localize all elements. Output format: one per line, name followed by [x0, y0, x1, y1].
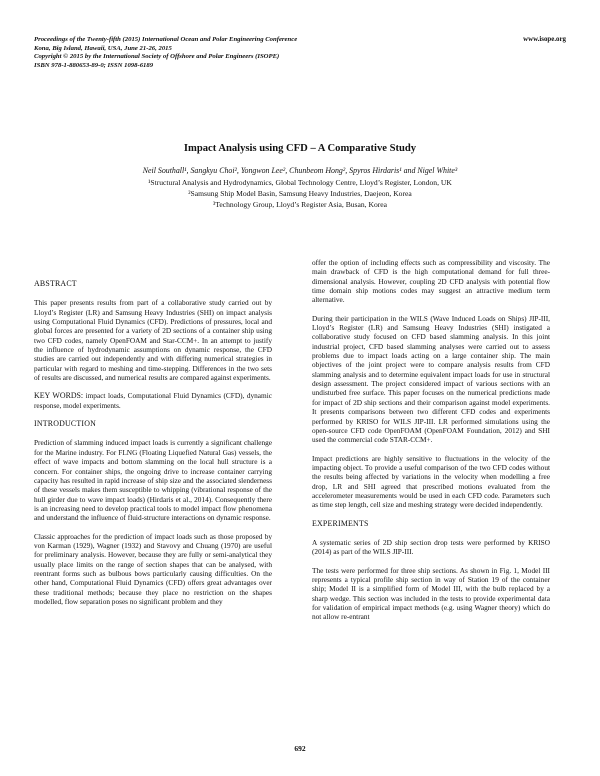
website-link[interactable]: www.isope.org	[523, 36, 566, 43]
paper-title: Impact Analysis using CFD – A Comparative Study	[183, 143, 417, 154]
paragraph: The tests were performed for three ship sections. As shown in Fig. 1, Model III represents a typical profile ship section in way of Station 19 of the container ship; Model II is a simplified form of Model III, with the bulb replaced by a sharp wedge. This section was included in the tests to provide experimental data for validation of empirical impact methods (e.g. using Wagner theory) which do not allow re-entrant	[312, 565, 550, 622]
left-column	[34, 279, 272, 615]
affiliation-2: ²Samsung Ship Model Basin, Samsung Heavy Industries, Daejeon, Korea	[188, 189, 412, 198]
keywords-text: impact loads, Computational Fluid Dynamics (CFD), dynamic response, model experiments.	[34, 391, 272, 410]
abstract-text: This paper presents results from part of a collaborative study carried out by Lloyd’s Register (LR) and Samsung Heavy Industries (SHI) on impact analysis using Computational Fluid Dynamics (CFD). Predictions of pressures, local and global forces are presented for a variety of 2D sections of a container ship using two CFD codes, namely OpenFOAM and Star-CCM+. In an attempt to justify the influence of hydrodynamic assumptions on dynamic response, the CFD studies are carried out independently and with differing numerical strategies in particular with regard to meshing and time-stepping. Differences in the two sets of results are discussed, and numerical results are compared against experiments.	[34, 298, 272, 383]
affiliation-1: ¹Structural Analysis and Hydrodynamics, Global Technology Centre, Lloyd’s Register, London, UK	[148, 178, 452, 187]
header-line: Proceedings of the Twenty-fifth (2015) International Ocean and Polar Engineering Conference	[34, 36, 298, 43]
conference-header	[34, 36, 454, 70]
paragraph: During their participation in the WILS (Wave Induced Loads on Ships) JIP-III, Lloyd’s Register (LR) and Samsung Heavy Industries (SHI) instigated a collaborative study focused on CFD based slamming analysis. In this joint industrial project, CFD based slamming analyses were carried out to assess problems due to impact loads acting on a large container ship. The main objectives of the joint project were to compare analysis results from CFD slamming analysis and to determine equivalent impact loads for use in structural design assessment. The project considered impact of various sections with an undisturbed free surface. This paper focuses on the numerical predictions made for impact of 2D ship sections and their comparison against model experiments. It presents comparisons between two different CFD codes and experiments performed by KRISO for WILS JIP-III. LR performed simulations using the open-source CFD code OpenFOAM (OpenFOAM Foundation, 2012) and SHI used the commercial code STAR-CCM+.	[312, 313, 550, 445]
paragraph: Impact predictions are highly sensitive to fluctuations in the velocity of the impacting object. To provide a useful comparison of the two CFD codes without the results being affected by variations in the velocity when modelling a free drop, LR and SHI agreed that prescribed motions evaluated from the accelerometer measurements would be used in each CFD code. Parameters such as time step length, cell size and meshing strategy were decided independently.	[312, 453, 550, 510]
experiments-heading: EXPERIMENTS	[312, 518, 369, 528]
author-list: Neil Southall¹, Sangkyu Choi², Yongwon Lee², Chunbeom Hong², Spyros Hirdaris¹ and Nigel White³	[142, 166, 458, 175]
paragraph: offer the option of including effects such as compressibility and viscosity. The main drawback of CFD is the high computational demand for full three-dimensional analysis. However, coupling 2D CFD analysis with potential flow time domain ship motions codes may suggest an attractive medium term alternative.	[312, 258, 550, 305]
paragraph: A systematic series of 2D ship section drop tests were performed by KRISO (2014) as part of the WILS JIP-III.	[312, 537, 550, 557]
header-line: Kona, Big Island, Hawaii, USA, June 21-26, 2015	[34, 44, 172, 52]
introduction-heading: INTRODUCTION	[34, 419, 97, 429]
abstract-heading: ABSTRACT	[34, 279, 77, 288]
header-line: ISBN 978-1-880653-89-0; ISSN 1098-6189	[34, 61, 154, 69]
paragraph: Classic approaches for the prediction of impact loads such as those proposed by von Karman (1929), Wagner (1932) and Stavovy and Chuang (1970) are useful for preliminary analysis. However, because they are fully or semi-analytical they usually place limits on the range of section shapes that can be analysed, with reentrant forms such as bulbous bows particularly causing difficulties. On the other hand, Computational Fluid Dynamics (CFD) offers great advantages over these traditional methods; because they place no restriction on the shapes modelled, flow separation poses no significant problem and they	[34, 531, 272, 606]
keywords-label: KEY WORDS:	[34, 391, 84, 401]
page-number: 692	[294, 744, 306, 753]
right-column	[312, 258, 550, 631]
paragraph: Prediction of slamming induced impact loads is currently a significant challenge for the Marine industry. For FLNG (Floating Liquefied Natural Gas) vessels, the effect of wave impacts and bottom slamming on the local hull structure is a concern. For container ships, the ongoing drive to increase container carrying capacity has resulted in rapid increase of ship size and the associated slenderness of these vessels makes them susceptible to whipping (vibrational response of the hull girder due to wave impact loads) (Hirdaris et al., 2014). Consequently there is an increasing need to develop practical tools to model impact flow phenomena and understand the influence of fluid-structure interactions on dynamic response.	[34, 438, 272, 523]
affiliation-3: ³Technology Group, Lloyd’s Register Asia, Busan, Korea	[212, 200, 388, 209]
header-line: Copyright © 2015 by the International Society of Offshore and Polar Engineers (ISOPE)	[34, 53, 280, 61]
keywords	[34, 391, 272, 410]
